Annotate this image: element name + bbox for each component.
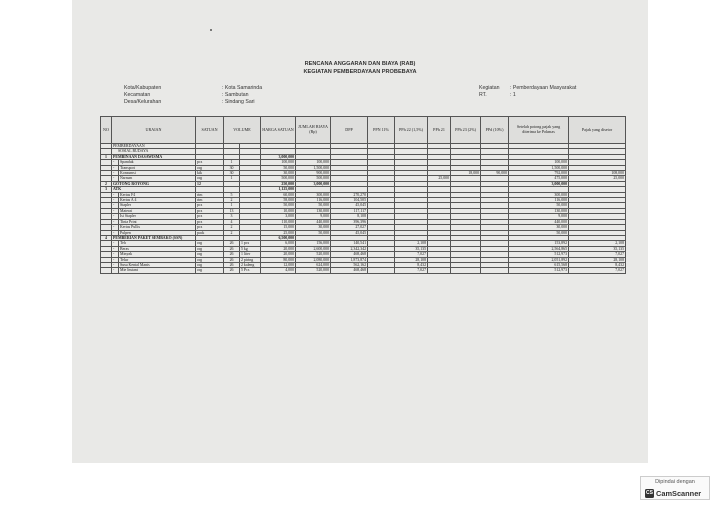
meta-value: : Sambutan (222, 92, 249, 98)
table-cell (368, 268, 395, 273)
col-jumlah-biaya: JUMLAH BIAYA (Rp) (296, 117, 331, 144)
col-pajak-disetor: Pajak yang disetor (569, 117, 626, 144)
table-cell: 500,000 (296, 176, 331, 181)
table-cell: 26 (224, 257, 240, 262)
table-cell: 2 (224, 225, 240, 230)
table-cell: 2,600,000 (296, 246, 331, 251)
table-cell: 8,108 (331, 214, 368, 219)
table-cell: 35,135 (569, 246, 626, 251)
table-cell: 153,892 (509, 241, 569, 246)
col-dpp: DPP (331, 117, 368, 144)
table-cell: 28,108 (395, 257, 428, 262)
table-cell: 28,108 (569, 257, 626, 262)
scan-speck (210, 29, 212, 31)
table-cell: pcs (196, 203, 224, 208)
item-name: Kertas F4 (119, 192, 196, 197)
item-name: Konsumsi (119, 171, 196, 176)
table-cell: 792,000 (509, 171, 569, 176)
table-cell: org (196, 165, 224, 170)
table-cell: 60,000 (261, 192, 296, 197)
table-cell: 3 (101, 187, 112, 192)
table-cell: 9,000 (296, 214, 331, 219)
meta-key: Kegiatan (479, 85, 500, 91)
table-cell: 15,000 (261, 225, 296, 230)
table-header (101, 117, 626, 144)
row-label: GOTONG ROYONG (112, 181, 196, 186)
table-cell: - (112, 203, 119, 208)
col-ppn: PPN 11% (368, 117, 395, 144)
table-cell: 12 (196, 181, 224, 186)
table-cell: 30,000 (296, 225, 331, 230)
meta-value: : Pemberdayaan Masyarakat (510, 85, 577, 91)
table-cell: - (112, 171, 119, 176)
table-cell: 25,000 (261, 230, 296, 235)
item-name: Narsum (119, 176, 196, 181)
table-cell: 116,000 (296, 198, 331, 203)
table-row (101, 268, 626, 273)
table-cell: 2 (224, 230, 240, 235)
table-cell: 2,564,865 (509, 246, 569, 251)
table-cell: - (112, 176, 119, 181)
table-cell: 108,000 (569, 171, 626, 176)
activity-info (479, 85, 576, 99)
table-cell: 6,500,000 (261, 235, 296, 240)
table-cell: 1 pcs (240, 241, 261, 246)
table-cell: - (112, 160, 119, 165)
table-cell: 35,135 (395, 246, 428, 251)
table-body (101, 144, 626, 274)
table-cell: 2 (224, 198, 240, 203)
table-cell: 500,000 (261, 176, 296, 181)
row-label: ATK (112, 187, 196, 192)
item-name: Isi Stapler (119, 214, 196, 219)
table-cell: 6,000 (261, 241, 296, 246)
table-cell: org (196, 246, 224, 251)
table-cell: pcs (196, 160, 224, 165)
table-cell: 520,000 (296, 268, 331, 273)
table-cell: 50,000 (509, 230, 569, 235)
meta-value: : Kota Samarinda (222, 85, 263, 91)
table-cell: 1,873,874 (331, 257, 368, 262)
table-cell: 468,468 (331, 252, 368, 257)
table-cell: 50,000 (509, 203, 569, 208)
table-cell: 3,000,000 (261, 154, 296, 159)
table-cell: 7,027 (395, 252, 428, 257)
table-cell: 250,000 (261, 181, 296, 186)
table-cell: 2,342,342 (331, 246, 368, 251)
table-cell: 100,000 (296, 160, 331, 165)
table-cell: 80,000 (261, 257, 296, 262)
table-cell: - (112, 268, 119, 273)
row-label: PEMBERDAYAAN (112, 144, 196, 149)
row-label: PEMBERIAN PAKET SEMBAKO (SSN) (112, 235, 196, 240)
table-cell (481, 268, 509, 273)
table-cell: 5 kg (240, 246, 261, 251)
table-cell: - (112, 252, 119, 257)
table-cell: 45,045 (331, 230, 368, 235)
table-cell: - (112, 214, 119, 219)
table-cell: 116,000 (509, 198, 569, 203)
table-cell: 1,500,000 (509, 165, 569, 170)
meta-value: : Sindang Sari (222, 99, 255, 105)
table-cell: 3 (224, 214, 240, 219)
item-name: Stapler (119, 203, 196, 208)
table-cell: 104,505 (331, 198, 368, 203)
table-cell: - (112, 262, 119, 267)
col-pph23: PPh 23 (2%) (451, 117, 481, 144)
table-cell (451, 268, 481, 273)
table-cell: pcs (196, 208, 224, 213)
table-cell (101, 268, 112, 273)
item-name: Minyak (119, 252, 196, 257)
table-cell: 4 (224, 219, 240, 224)
table-cell: - (112, 230, 119, 235)
table-cell: - (112, 192, 119, 197)
watermark-caption: Dipindai dengan (655, 479, 695, 485)
table-cell: 26 (224, 252, 240, 257)
camscanner-logo-icon: CS (646, 490, 653, 496)
col-diterima: Setelah potong pajak yang diterima ke Pokmas (509, 117, 569, 144)
table-cell: - (112, 246, 119, 251)
table-cell: 50,000 (296, 203, 331, 208)
table-cell: 50,000 (296, 230, 331, 235)
watermark-brand: CamScanner (656, 489, 702, 498)
table-cell: pcs (196, 219, 224, 224)
document-subtitle: KEGIATAN PEMBERDAYAAN PROBEBAYA (303, 69, 417, 75)
row-label: SOSIAL BUDAYA (112, 149, 196, 154)
col-uraian: URAIAN (112, 117, 196, 144)
location-info (124, 85, 262, 106)
table-cell: 50,000 (261, 165, 296, 170)
meta-key: RT. (479, 92, 487, 98)
table-cell: 270,270 (331, 192, 368, 197)
table-cell: 2 (101, 181, 112, 186)
table-cell: 624,000 (296, 262, 331, 267)
table-cell: 8,432 (395, 262, 428, 267)
table-cell: 130,000 (296, 208, 331, 213)
table-cell: 2 kaleng (240, 262, 261, 267)
table-cell: 1 (224, 203, 240, 208)
table-cell: pcs (196, 225, 224, 230)
item-name: Kertas A 4 (119, 198, 196, 203)
item-name: Susu Kental Manis (119, 262, 196, 267)
table-cell: 1,125,000 (261, 187, 296, 192)
item-name: Beras (119, 246, 196, 251)
table-cell: 100,000 (261, 160, 296, 165)
budget-table (100, 116, 626, 274)
table-cell: pack (196, 230, 224, 235)
table-cell: 2,108 (395, 241, 428, 246)
table-cell: 18,000 (451, 171, 481, 176)
item-name: Tinta Print (119, 219, 196, 224)
table-cell: 1 (224, 176, 240, 181)
table-cell: 30 (224, 171, 240, 176)
table-cell: 7,027 (395, 268, 428, 273)
table-cell: - (112, 257, 119, 262)
item-name: Spanduk (119, 160, 196, 165)
table-cell: org (196, 262, 224, 267)
table-cell: - (112, 198, 119, 203)
table-cell: 27,027 (331, 225, 368, 230)
table-cell: 26 (224, 268, 240, 273)
table-cell: 440,000 (296, 219, 331, 224)
table-cell: 30,000 (261, 171, 296, 176)
table-cell: - (112, 208, 119, 213)
row-label: PEMBINAAN DASAWISMA (112, 154, 196, 159)
col-pph21: PPh 21 (428, 117, 451, 144)
item-name: Materai (119, 208, 196, 213)
table-cell: 5 (224, 192, 240, 197)
camscanner-watermark (640, 476, 710, 500)
table-cell: 25,000 (428, 176, 451, 181)
table-cell: - (112, 241, 119, 246)
table-cell: 7,027 (569, 268, 626, 273)
table-cell: 475,000 (509, 176, 569, 181)
table-cell: 512,973 (509, 268, 569, 273)
table-cell: org (196, 257, 224, 262)
table-cell: 440,000 (509, 219, 569, 224)
meta-key: Kota/Kabupaten (124, 85, 162, 91)
table-cell: 9,000 (509, 214, 569, 219)
item-name: Kertas Pullis (119, 225, 196, 230)
meta-row-kegiatan (479, 85, 576, 92)
table-cell: 130,000 (509, 208, 569, 213)
table-cell: - (112, 225, 119, 230)
table-cell: 50,000 (261, 203, 296, 208)
table-cell: 396,396 (331, 219, 368, 224)
table-cell: 3,000,000 (296, 181, 331, 186)
meta-row-rt (479, 92, 576, 99)
col-ppd: PPd (10%) (481, 117, 509, 144)
table-cell: 26 (224, 241, 240, 246)
table-cell: 30 (224, 165, 240, 170)
table-cell: 562,162 (331, 262, 368, 267)
table-cell: 140,541 (331, 241, 368, 246)
item-name: Mie Instant (119, 268, 196, 273)
meta-value: : 1 (510, 92, 516, 98)
item-name: Pulpen (119, 230, 196, 235)
table-cell: 90,000 (481, 171, 509, 176)
table-cell: 2,051,892 (509, 257, 569, 262)
table-cell: rim (196, 192, 224, 197)
table-cell: - (112, 219, 119, 224)
table-cell: 4,000 (261, 268, 296, 273)
table-cell: 10,000 (261, 208, 296, 213)
table-cell: 520,000 (296, 252, 331, 257)
col-no: NO (101, 117, 112, 144)
document-title: RENCANA ANGGARAN DAN BIAYA (RAB) (304, 61, 416, 67)
col-satuan: SATUAN (196, 117, 224, 144)
table-cell: 512,973 (509, 252, 569, 257)
col-harga-satuan: HARGA SATUAN (261, 117, 296, 144)
table-cell: 110,000 (261, 219, 296, 224)
table-cell: org (196, 268, 224, 273)
table-cell: 1,500,000 (296, 165, 331, 170)
table-cell: 1 (224, 160, 240, 165)
scanned-page (72, 0, 648, 463)
meta-row-kecamatan (124, 92, 262, 99)
table-cell: org (196, 176, 224, 181)
table-cell: 1 (101, 154, 112, 159)
meta-key: Kecamatan (124, 92, 151, 98)
col-volume: VOLUME (224, 117, 261, 144)
table-cell (428, 268, 451, 273)
table-cell: 100,000 (509, 160, 569, 165)
meta-row-kota (124, 85, 262, 92)
table-cell: 58,000 (261, 198, 296, 203)
table-cell: 13 (224, 208, 240, 213)
table-cell: 615,568 (509, 262, 569, 267)
table-cell: 3,000,000 (509, 181, 569, 186)
table-cell: 20,000 (261, 252, 296, 257)
table-cell: 2,080,000 (296, 257, 331, 262)
table-cell: 4 (101, 235, 112, 240)
item-name: Teh (119, 241, 196, 246)
table-cell: 7,027 (569, 252, 626, 257)
table-cell: - (112, 165, 119, 170)
table-cell: 3,000 (261, 214, 296, 219)
meta-key: Desa/Kelurahan (124, 99, 162, 105)
table-cell: 156,000 (296, 241, 331, 246)
meta-row-desa (124, 99, 262, 106)
table-cell: 117,117 (331, 208, 368, 213)
col-pph22: PPh 22 (1,5%) (395, 117, 428, 144)
table-cell: 1 liter (240, 252, 261, 257)
table-cell: 300,000 (296, 192, 331, 197)
table-cell: 30,000 (509, 225, 569, 230)
table-cell: 20,000 (261, 246, 296, 251)
table-cell: 25,000 (569, 176, 626, 181)
table-cell: 12,000 (261, 262, 296, 267)
table-cell: rim (196, 198, 224, 203)
item-name: Telur (119, 257, 196, 262)
table-cell: 468,468 (331, 268, 368, 273)
table-cell: 26 (224, 246, 240, 251)
table-cell: 900,000 (296, 171, 331, 176)
table-cell: 300,000 (509, 192, 569, 197)
item-name: Transport (119, 165, 196, 170)
table-cell: 26 (224, 262, 240, 267)
table-cell: 8,432 (569, 262, 626, 267)
table-cell: 45,045 (331, 203, 368, 208)
table-cell: org (196, 252, 224, 257)
table-cell: 2,108 (569, 241, 626, 246)
table-cell: org (196, 241, 224, 246)
table-cell: 2 piring (240, 257, 261, 262)
table-cell: kik (196, 171, 224, 176)
table-cell: pcs (196, 214, 224, 219)
table-cell: 5 Pcs (240, 268, 261, 273)
